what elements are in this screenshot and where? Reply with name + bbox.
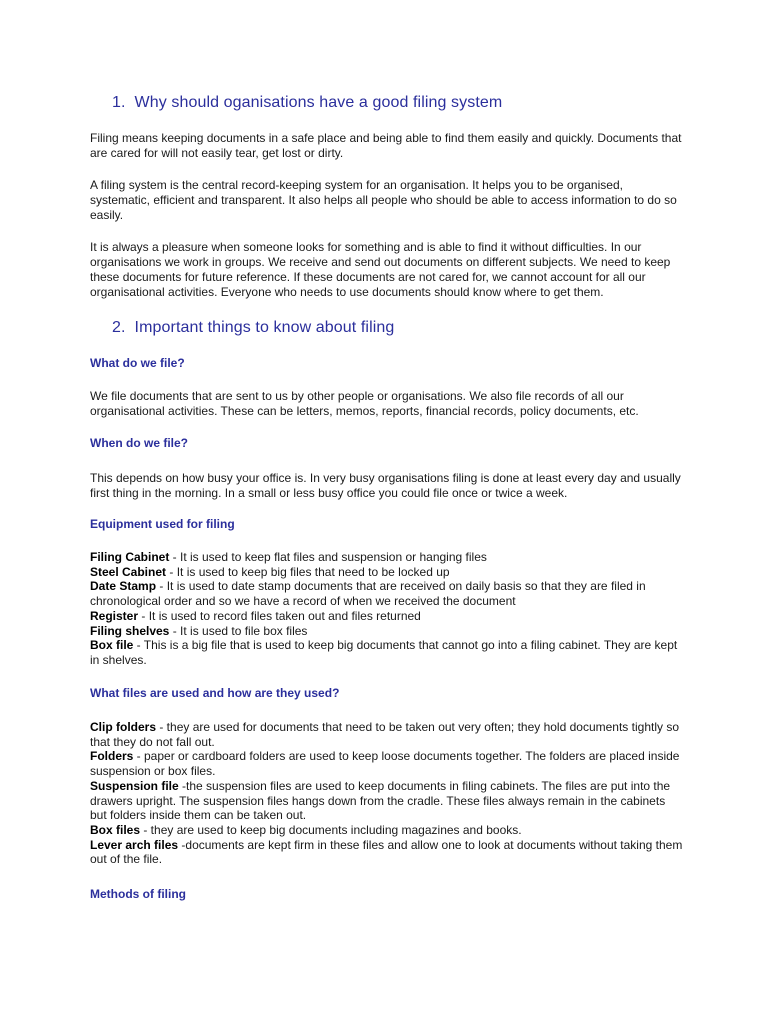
equipment-heading: Equipment used for filing	[90, 517, 235, 531]
section-1-number: 1.	[112, 94, 126, 111]
files-desc: - they are used for documents that need to be taken out very often; they hold documents tightly so that they do not fall out.	[90, 720, 679, 749]
section-2-heading	[112, 319, 394, 337]
files-term: Lever arch files	[90, 837, 179, 852]
files-item-suspension-file	[90, 779, 685, 823]
equipment-term: Steel Cabinet	[90, 564, 167, 579]
equipment-term: Filing shelves	[90, 623, 170, 638]
files-item-box-files	[90, 823, 685, 838]
section-1-title: Why should oganisations have a good filing system	[134, 94, 503, 111]
equipment-item-filing-cabinet	[90, 550, 685, 565]
section-2-number: 2.	[112, 319, 126, 336]
paragraph-pleasure: It is always a pleasure when someone looks for something and is able to find it without difficulties. In our organisations we work in groups. We receive and send out documents on different subjects. We need to keep these documents for future reference. If these documents are not cared for, we cannot account for all our organisational activities. Everyone who needs to use documents should know where to get them.	[90, 240, 671, 299]
files-desc: -documents are kept firm in these files and allow one to look at documents without taking them out of the file.	[90, 837, 683, 867]
paragraph-filing-system: A filing system is the central record-keeping system for an organisation. It helps you to be organised, systematic, efficient and transparent. It also helps all people who should be able to access information to do so easily.	[90, 178, 677, 222]
equipment-item-date-stamp	[90, 579, 685, 608]
equipment-desc: - It is used to date stamp documents that are received on daily basis so that they are filed in chronological order and so we have a record of when we received the document	[90, 579, 646, 609]
files-term: Suspension file	[90, 778, 179, 793]
files-term: Box files	[90, 822, 141, 837]
equipment-term: Filing Cabinet	[90, 550, 170, 564]
files-list	[90, 720, 685, 867]
files-item-lever-arch-files	[90, 838, 685, 867]
what-do-we-file-text: We file documents that are sent to us by other people or organisations. We also file records of all our organisational activities. These can be letters, memos, reports, financial records, policy documents, etc.	[90, 389, 639, 418]
equipment-desc: - It is used to keep big files that need to be locked up	[166, 564, 450, 579]
equipment-item-register	[90, 609, 685, 624]
section-2-title: Important things to know about filing	[134, 319, 395, 336]
files-term: Folders	[90, 749, 134, 764]
equipment-desc: - It is used to file box files	[169, 623, 308, 638]
files-term: Clip folders	[90, 720, 157, 734]
equipment-term: Box file	[90, 638, 134, 653]
what-do-we-file-heading: What do we file?	[90, 356, 185, 370]
equipment-item-steel-cabinet	[90, 565, 685, 580]
equipment-item-box-file	[90, 638, 685, 667]
equipment-desc: - This is a big file that is used to keep big documents that cannot go into a filing cabinet. They are kept in shelves.	[90, 638, 678, 667]
files-desc: -the suspension files are used to keep documents in filing cabinets. The files are put into the drawers upright. The suspension files hangs down from the cradle. These files always remain in the cabinets but folders inside them can be taken out.	[90, 778, 671, 823]
equipment-term: Register	[90, 608, 139, 623]
files-item-folders	[90, 749, 685, 778]
section-1-heading	[112, 94, 502, 112]
equipment-desc: - It is used to keep flat files and suspension or hanging files	[169, 550, 487, 564]
files-item-clip-folders	[90, 720, 685, 749]
equipment-list	[90, 550, 685, 668]
equipment-desc: - It is used to record files taken out and files returned	[138, 608, 421, 623]
methods-of-filing-heading: Methods of filing	[90, 887, 186, 901]
files-desc: - they are used to keep big documents including magazines and books.	[140, 822, 522, 837]
when-do-we-file-text: This depends on how busy your office is. In very busy organisations filing is done at least every day and usually first thing in the morning. In a small or less busy office you could file once or twice a week.	[90, 471, 681, 500]
equipment-item-filing-shelves	[90, 624, 685, 639]
paragraph-filing-meaning: Filing means keeping documents in a safe place and being able to find them easily and quickly. Documents that are cared for will not easily tear, get lost or dirty.	[90, 131, 682, 160]
equipment-term: Date Stamp	[90, 579, 157, 594]
files-desc: - paper or cardboard folders are used to keep loose documents together. The folders are placed inside suspension or box files.	[90, 749, 680, 779]
files-used-heading: What files are used and how are they used?	[90, 686, 340, 700]
when-do-we-file-heading: When do we file?	[90, 436, 188, 450]
